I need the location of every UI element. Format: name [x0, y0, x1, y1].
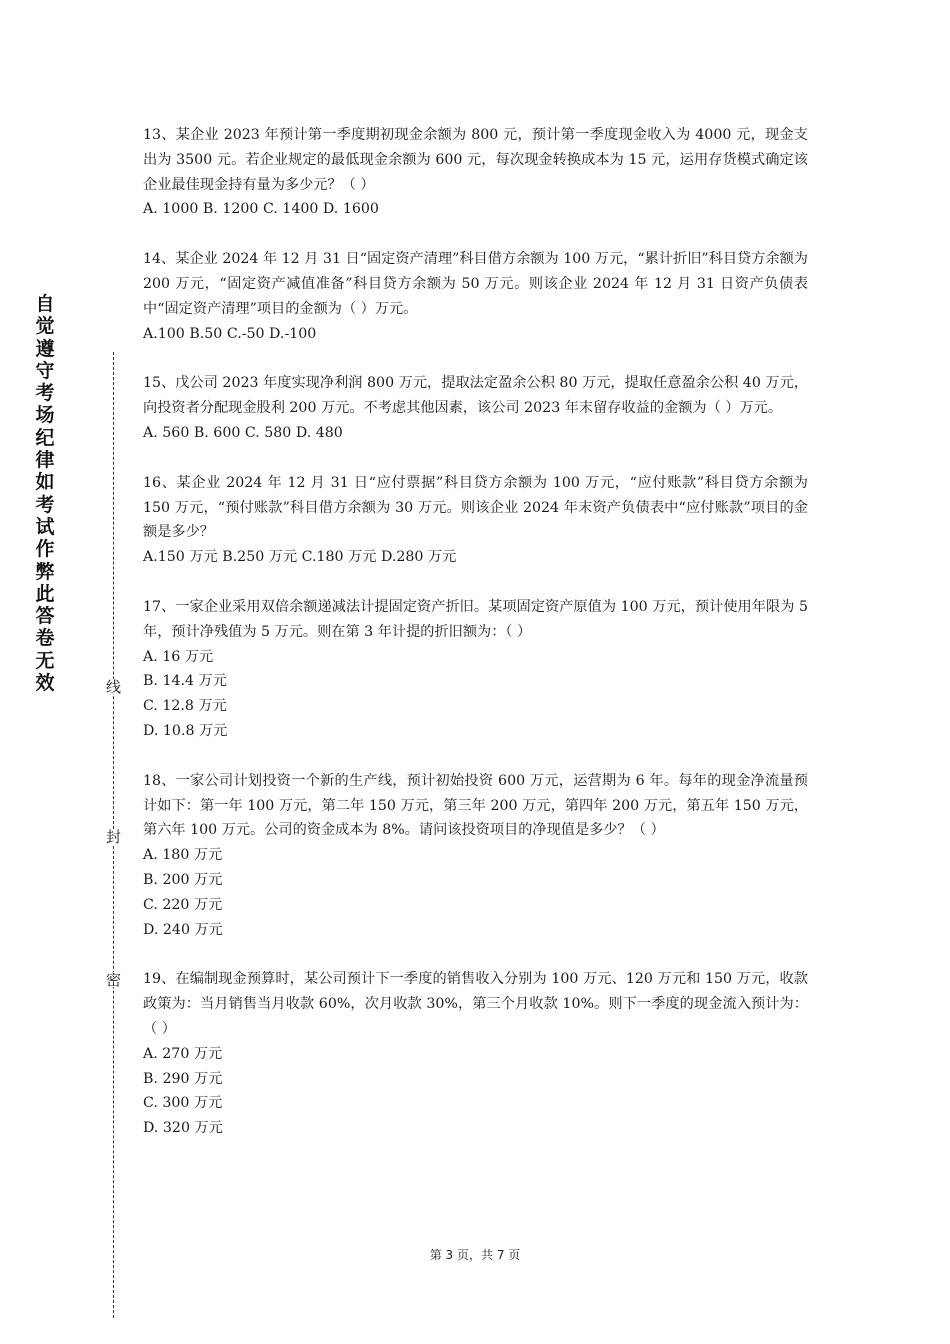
question-stem: 15、戊公司 2023 年度实现净利润 800 万元，提取法定盈余公积 80 万元，提取任意盈余公积 40 万元，向投资者分配现金股利 200 万元。不考虑其他因素，该公司 2023 年末留存收益的金额为（ ）万元。: [143, 375, 808, 417]
option-d: D. 320 万元: [143, 1120, 223, 1137]
option-list: [143, 1042, 808, 1141]
option-b: B. 200 万元: [143, 871, 223, 888]
option-a: A. 180 万元: [143, 847, 223, 864]
question-19: [143, 967, 808, 1141]
question-17: [143, 595, 808, 744]
question-stem: 19、在编制现金预算时，某公司预计下一季度的销售收入分别为 100 万元、120 万元和 150 万元，收款政策为：当月销售当月收款 60%，次月收款 30%，第三个月收款 10%。则下一季度的现金流入预计为：（ ）: [143, 971, 808, 1037]
option-list: [143, 843, 808, 942]
option-a: A. 270 万元: [143, 1045, 223, 1062]
question-15: [143, 371, 808, 445]
question-stem: 16、某企业 2024 年 12 月 31 日“应付票据”科目贷方余额为 100 万元，“应付账款”科目贷方余额为 150 万元，“预付账款”科目借方余额为 30 万元。则该企业 2024 年末资产负债表中“应付账款”项目的金额是多少？: [143, 474, 808, 541]
option-c: C. 300 万元: [143, 1095, 223, 1112]
question-list: [143, 123, 808, 1166]
question-options: A.150 万元 B.250 万元 C.180 万元 D.280 万元: [143, 549, 457, 566]
question-options: A. 560 B. 600 C. 580 D. 480: [143, 424, 343, 441]
option-d: D. 10.8 万元: [143, 722, 228, 739]
option-b: B. 290 万元: [143, 1070, 223, 1087]
option-a: A. 16 万元: [143, 648, 214, 665]
seal-label-line: 线: [104, 679, 122, 694]
page-number: 第 3 页，共 7 页: [429, 1248, 521, 1262]
option-list: [143, 645, 808, 744]
question-18: [143, 769, 808, 943]
question-stem: 18、一家公司计划投资一个新的生产线，预计初始投资 600 万元，运营期为 6 年。每年的现金净流量预计如下：第一年 100 万元，第二年 150 万元，第三年 200 万元，第四年 200 万元，第五年 150 万元，第六年 100 万元。公司的资金成本为 8%。请问该投资项目的净现值是多少？（ ）: [143, 772, 808, 839]
question-stem: 13、某企业 2023 年预计第一季度期初现金余额为 800 元，预计第一季度现金收入为 4000 元，现金支出为 3500 元。若企业规定的最低现金余额为 600 元，每次现金转换成本为 15 元，运用存货模式确定该企业最佳现金持有量为多少元？（ ）: [143, 127, 808, 193]
question-16: [143, 471, 808, 570]
seal-label-secret: 密: [104, 972, 122, 987]
option-b: B. 14.4 万元: [143, 673, 227, 690]
question-options: A.100 B.50 C.-50 D.-100: [143, 325, 317, 342]
question-13: [143, 123, 808, 222]
seal-label-seal: 封: [104, 829, 122, 844]
option-c: C. 220 万元: [143, 896, 223, 913]
question-options: A. 1000 B. 1200 C. 1400 D. 1600: [143, 201, 379, 218]
option-c: C. 12.8 万元: [143, 698, 227, 715]
option-d: D. 240 万元: [143, 921, 223, 938]
question-14: [143, 247, 808, 346]
question-stem: 14、某企业 2024 年 12 月 31 日“固定资产清理”科目借方余额为 100 万元，“累计折旧”科目贷方余额为 200 万元，“固定资产减值准备”科目贷方余额为 50 万元。则该企业 2024 年 12 月 31 日资产负债表中“固定资产清理”项目的金额为（ ）万元。: [143, 251, 808, 317]
question-stem: 17、一家企业采用双倍余额递减法计提固定资产折旧。某项固定资产原值为 100 万元，预计使用年限为 5 年，预计净残值为 5 万元。则在第 3 年计提的折旧额为：（ ）: [143, 598, 808, 640]
binding-notice: 自觉遵守考场纪律如考试作弊此答卷无效: [35, 293, 55, 695]
